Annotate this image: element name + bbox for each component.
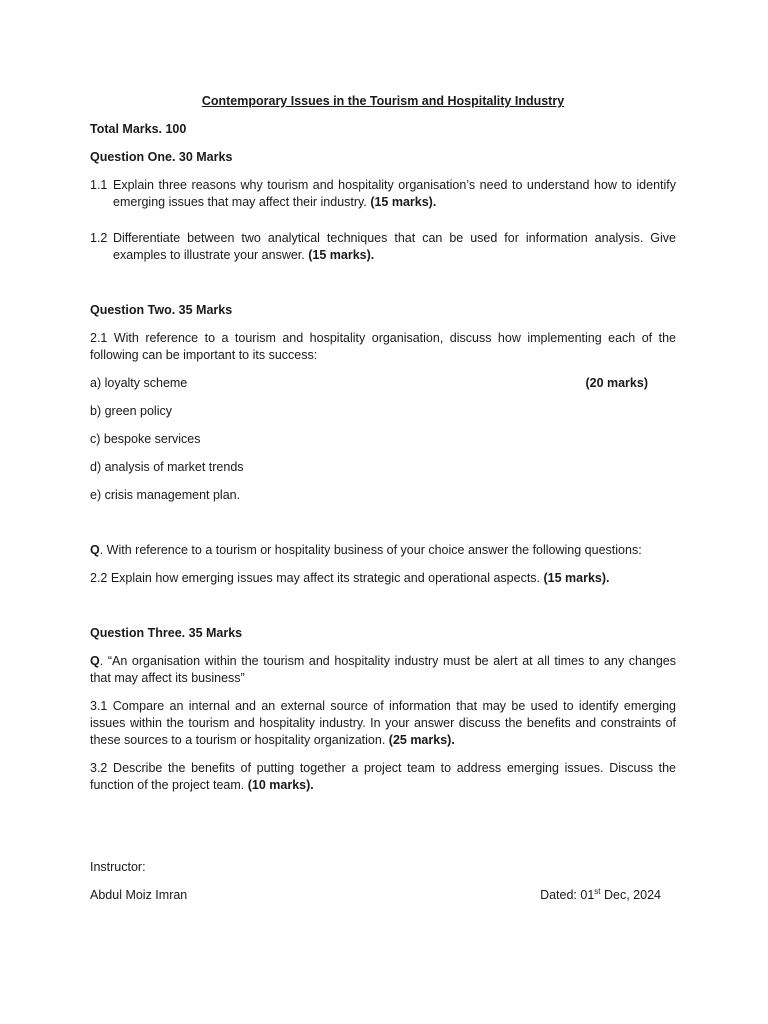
document-page: [90, 93, 676, 904]
question-2-1-intro: 2.1 With reference to a tourism and hospitality organisation, discuss how implementing each of the following can be important to its success:: [90, 331, 676, 362]
instructor-name: Abdul Moiz Imran: [90, 888, 188, 902]
item-marks: (15 marks).: [370, 195, 437, 209]
document-title: Contemporary Issues in the Tourism and Hospitality Industry: [201, 94, 565, 108]
item-marks: (15 marks).: [308, 248, 375, 262]
question-item-2-2: 2.2 Explain how emerging issues may affect its strategic and operational aspects. (15 marks).: [90, 571, 610, 585]
document-date: Dated: 01st Dec, 2024: [540, 886, 661, 902]
question-item-3-2: 3.2 Describe the benefits of putting together a project team to address emerging issues. Discuss the function of the project team. (10 marks).: [90, 761, 676, 792]
option-d: d) analysis of market trends: [90, 460, 244, 474]
q-label: Q: [90, 543, 100, 557]
options-marks: (20 marks): [585, 376, 648, 390]
date-ordinal: st: [594, 886, 601, 896]
question-item-1-1: [90, 177, 676, 211]
item-number: 1.1: [90, 178, 108, 192]
question-item-3-1: 3.1 Compare an internal and an external source of information that may be used to identify emerging issues within the tourism and hospitality industry. In your answer discuss the benefits and constraints of these sources to a tourism or hospitality organization. (25 marks).: [90, 699, 676, 747]
option-e: e) crisis management plan.: [90, 488, 241, 502]
question-two-heading: Question Two. 35 Marks: [90, 303, 233, 317]
item-marks: (25 marks).: [388, 733, 455, 747]
item-marks: (15 marks).: [543, 571, 610, 585]
item-text: Differentiate between two analytical techniques that can be used for information analysis. Give examples to illustrate your answer. (15 marks).: [113, 231, 676, 262]
question-2-prompt: Q. With reference to a tourism or hospitality business of your choice answer the following questions:: [90, 543, 642, 557]
option-row-a: [90, 375, 676, 392]
option-a: a) loyalty scheme: [90, 376, 188, 390]
question-item-1-2: [90, 230, 676, 264]
signature-row: [90, 887, 676, 904]
q-label: Q: [90, 654, 100, 668]
item-number: 1.2: [90, 231, 108, 245]
instructor-label: Instructor:: [90, 860, 146, 874]
question-3-prompt: Q. “An organisation within the tourism and hospitality industry must be alert at all times to any changes that may affect its business”: [90, 654, 676, 685]
item-text: Explain three reasons why tourism and hospitality organisation’s need to understand how to identify emerging issues that may affect their industry. (15 marks).: [113, 178, 676, 209]
question-one-heading: Question One. 30 Marks: [90, 150, 233, 164]
item-marks: (10 marks).: [247, 778, 314, 792]
option-c: c) bespoke services: [90, 432, 201, 446]
total-marks: Total Marks. 100: [90, 122, 187, 136]
question-three-heading: Question Three. 35 Marks: [90, 626, 243, 640]
option-b: b) green policy: [90, 404, 172, 418]
